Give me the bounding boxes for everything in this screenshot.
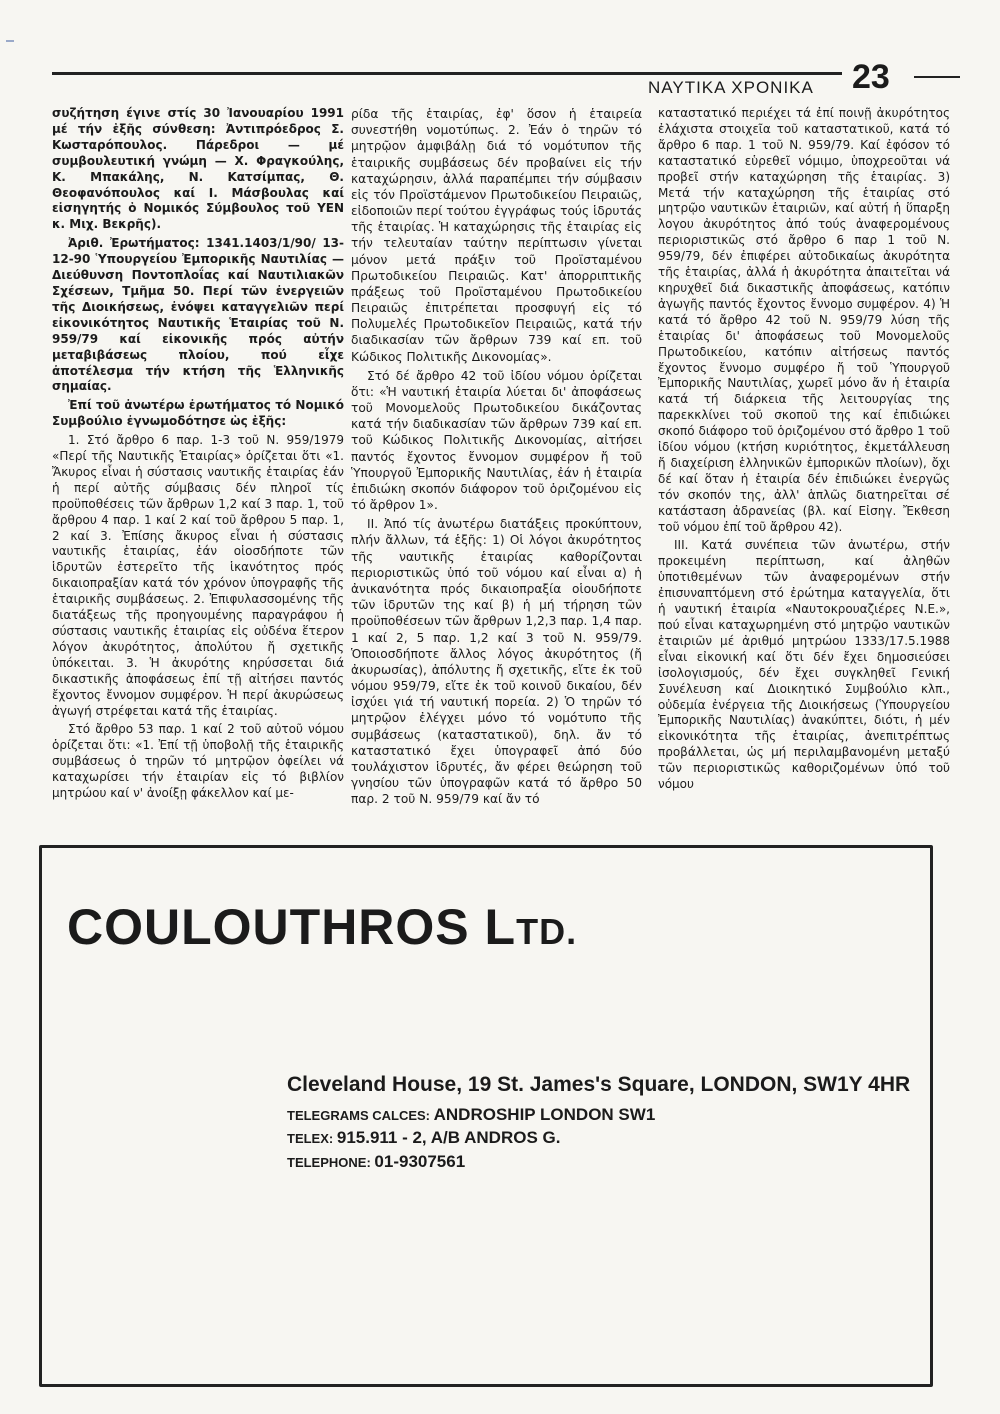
header-rule-left bbox=[52, 72, 842, 75]
scan-artifact bbox=[6, 40, 14, 42]
company-name bbox=[67, 898, 577, 956]
advertisement-box bbox=[39, 845, 933, 1387]
telex-label: TELEX: bbox=[287, 1131, 334, 1146]
paragraph: Στό δέ ἄρθρο 42 τοῦ ἰδίου νόμου ὁρίζεται ὅτι: «Ἡ ναυτική ἑταιρία λύεται δι' ἀποφάσεως τοῦ Μονομελοῦς Πρωτοδικείου δικάζοντας κατά τήν διαδικασίαν τῶν ἄρθρων 739 καί επ. τοῦ Κώδικος Πολιτικῆς Δικονομίας, αἰτήσει παντός ἔχοντος ἔννομον συμφέρον ἤ τοῦ Ὑπουργοῦ Ἐμπορικῆς Ναυτιλίας, ἐάν ἡ ἑταιρία ἐπιδιώκη σκοπόν διάφορον τοῦ ὁριζομένου εἰς τό ἄρθρον 1». bbox=[351, 368, 642, 513]
company-name-main: COULOUTHROS L bbox=[67, 899, 517, 955]
running-title: ΝΑΥΤΙΚΑ ΧΡΟΝΙΚΑ bbox=[648, 78, 814, 97]
telex-line bbox=[287, 1128, 560, 1148]
paragraph: 1. Στό ἄρθρο 6 παρ. 1-3 τοῦ Ν. 959/1979 «Περί τῆς Ναυτικῆς Ἑταιρίας» ὁρίζεται ὅτι «1. Ἄκυρος εἶναι ἡ σύστασις ναυτικῆς ἑταιρίας ἐάν ἡ περί αὐτῆς σύμβασις δέν πληροῖ τίς προϋποθέσεις τῶν ἄρθρων 1,2 καί 3 παρ. 1, τοῦ ἄρθρου 4 παρ. 1 καί 2 καί τοῦ ἄρθρου 5 παρ. 1, 2 καί 3. Ἐπίσης ἄκυρος εἶναι ἡ σύστασις ναυτικῆς ἑταιρίας, ἐάν οἱοσδήποτε τῶν ἱδρυτῶν ἐστερεῖτο τῆς ἱκανότητος πρός δικαιοπραξίαν κατά τόν χρόνον ὑπογραφῆς τῆς ἑταιρικῆς συμβάσεως. 2. Ἐπιφυλασσομένης τῆς διατάξεως τῆς προηγουμένης παραγράφου ἡ σύστασις ναυτικῆς ἑταιρίας εἰς οὐδένα ἕτερον λόγον ἀκυρότητος, ἀπολύτου ἤ σχετικῆς ὑπόκειται. 3. Ἡ ἀκυρότης κηρύσσεται διά δικαστικῆς ἀποφάσεως ἐπί τῇ αἰτήσει παντός ἔχοντος ἔννομον συμφέρον. Ἡ περί ἀκυρώσεως ἀγωγή στρέφεται κατά τῆς ἑταιρίας. bbox=[52, 433, 344, 718]
column-2 bbox=[351, 106, 642, 810]
telegrams-value: ANDROSHIP LONDON SW1 bbox=[433, 1105, 656, 1124]
company-name-suffix: TD. bbox=[516, 911, 578, 952]
telegrams-label: TELEGRAMS CALCES: bbox=[287, 1108, 430, 1123]
paragraph: καταστατικό περιέχει τά ἐπί ποινῇ ἀκυρότητος ἐλάχιστα στοιχεῖα τοῦ καταστατικοῦ, κατά τό ἄρθρο 6 παρ. 1 τοῦ Ν. 959/79. Καί ἐφόσον τό καταστατικό εὑρεθεῖ νόμιμο, ὑποχρεοῦται νά προβεῖ στήν καταχώρηση τῆς ἑταιρίας. 3) Μετά τήν καταχώρηση τῆς ἑταιρίας στό μητρῷο ναυτικῶν ἑταιριῶν, καί αὐτή ἡ ὕπαρξη λογου ἀκυρότητος ἀπό τούς ἀναφερομένους περιοριστικῶς στό ἄρθρο 6 παρ 1 τοῦ Ν. 959/79, δέν ἐπιφέρει αὐτοδικαίως ἀκυρότητα τῆς ἑταιρίας, ἀλλά ἡ ἀκυρότητα ἀπαιτεῖται νά κηρυχθεῖ διά δικαστικῆς ἀποφάσεως, κατόπιν ἀγωγῆς παντός ἔχοντος ἔννομο συμφέρον. 4) Ἡ κατά τό ἄρθρο 42 τοῦ Ν. 959/79 λύση τῆς ἑταιρίας δι' ἀποφάσεως τοῦ Μονομελοῦς Πρωτοδικείου, κατόπιν αἰτήσεως παντός ἔχοντος ἔννομο συμφέρο ἤ τοῦ Ὑπουργοῦ Ἐμπορικῆς Ναυτιλίας, χωρεῖ μόνο ἄν ἡ ἑταιρία κατά τή διάρκεια τῆς λειτουργίας της παρεκκλίνει τοῦ σκοποῦ της καί ἐπιδιώκει σκοπό διάφορο τοῦ ὁριζομένου στό ἄρθρο 1 τοῦ ἰδίου νόμου (κτήση κυριότητος, ἐκμετάλλευση ἤ διαχείριση ἑλληνικῶν ἐμπορικῶν πλοίων), ὄχι δέ καί ὅταν ἡ ἑταιρία δέν ἐπιδιώκει ἐνεργῶς τόν σκοπόν της, ἀλλ' ἁπλῶς διατηρεῖται σέ κατάσταση ἀδρανείας (βλ. καί Εἰσηγ. Ἔκθεση τοῦ νόμου ἐπί τοῦ ἄρθρου 42). bbox=[658, 106, 950, 534]
paragraph: ρίδα τῆς ἑταιρίας, ἐφ' ὅσον ἡ ἑταιρεία συνεστήθη νομοτύπως. 2. Ἐάν ὁ τηρῶν τό μητρῷον ἀμφιβάλῃ διά τό νομότυπον τῆς ἑταιρικῆς συμβάσεως δέν προβαίνει εἰς τήν καταχώρησιν, ἀλλά παραπέμπει τήν σύμβασιν εἰς τόν Προϊστάμενον Πρωτοδικείου Πειραιῶς, εἰδοποιῶν περί τούτου ἐγγράφως τούς ἱδρυτάς τῆς ἑταιρίας. Ἡ καταχώρησις τῆς ἑταιρίας εἰς τήν τελευταίαν ταύτην περίπτωσιν γίνεται μόνον μετά πράξιν τοῦ Προϊσταμένου Πρωτοδικείου Πειραιῶς. Κατ' ἀπορριπτικῆς πράξεως τοῦ Προϊσταμένου Πρωτοδικείου Πειραιῶς ἐπιτρέπεται προσφυγή εἰς τό Πολυμελές Πρωτοδικεῖον Πειραιῶς, κατά τήν διαδικασίαν τῶν ἄρθρων 739 καί επ. τοῦ Κώδικος Πολιτικῆς Δικονομίας». bbox=[351, 107, 642, 364]
article-body bbox=[52, 106, 952, 814]
paragraph: Ἐπί τοῦ ἀνωτέρω ἐρωτήματος τό Νομικό Συμβούλιο ἐγνωμοδότησε ὡς ἑξῆς: bbox=[52, 398, 344, 429]
telegrams-line bbox=[287, 1105, 655, 1125]
company-address: Cleveland House, 19 St. James's Square, LONDON, SW1Y 4HR bbox=[287, 1073, 911, 1096]
paragraph: Ἀριθ. Ἐρωτήματος: 1341.1403/1/90/ 13-12-90 Ὑπουργείου Ἐμπορικῆς Ναυτιλίας — Διεύθυνση Ποντοπλοΐας καί Ναυτιλιακῶν Σχέσεων, Τμῆμα 50. Περί τῶν ἐνεργειῶν τῆς Διοικήσεως, ἐνόψει καταγγελιῶν περί εἰκονικότητος Ναυτικῆς Ἑταιρίας τοῦ Ν. 959/79 καί εἰκονικῆς πρός αὐτήν μεταβιβάσεως πλοίου, πού εἶχε ἀποτέλεσμα τήν κτήση τῆς Ἑλληνικῆς σημαίας. bbox=[52, 236, 344, 394]
telephone-line bbox=[287, 1152, 465, 1172]
column-1 bbox=[52, 106, 344, 805]
header-rule-right bbox=[914, 76, 960, 78]
paragraph: ΙΙ. Ἀπό τίς ἀνωτέρω διατάξεις προκύπτουν, πλήν ἄλλων, τά ἑξῆς: 1) Οἱ λόγοι ἀκυρότητος τῆς ναυτικῆς ἑταιρίας καθορίζονται περιοριστικῶς ὑπό τοῦ νόμου καί εἶναι α) ἡ ἀνικανότητα πρός δικαιοπραξία οἱουδήποτε τῶν ἱδρυτῶν της καί β) ἡ μή τήρηση τῶν προϋποθέσεων τῶν ἄρθρων 1,2,3 παρ. 1,4 παρ. 1 καί 2, 5 παρ. 1,2 καί 3 τοῦ Ν. 959/79. Ὁποιοσδήποτε ἄλλος λόγος ἀκυρότητος (ἤ ἀκυρωσίας), ἀπόλυτης ἤ σχετικῆς, εἴτε ἐκ τοῦ νόμου 959/79, εἴτε ἐκ τοῦ κοινοῦ δικαίου, δέν ἰσχύει γιά τή ναυτική πορεία. 2) Ὁ τηρῶν τό μητρῷον ἐλέγχει μόνο τό νομότυπο τῆς συμβάσεως (καταστατικοῦ), δηλ. ἄν τό καταστατικό ἔχει ὑπογραφεῖ ἀπό δύο τουλάχιστον ἱδρυτές, ἄν φέρει θεώρηση τοῦ γνησίου τῶν ὑπογραφῶν κατά τό ἄρθρο 50 παρ. 2 τοῦ Ν. 959/79 καί ἄν τό bbox=[351, 517, 642, 807]
telex-value: 915.911 - 2, A/B ANDROS G. bbox=[336, 1128, 561, 1147]
paragraph: συζήτηση έγινε στίς 30 Ἰανουαρίου 1991 μέ τήν ἑξῆς σύνθεση: Ἀντιπρόεδρος Σ. Κωσταρόπουλος. Πάρεδροι — μέ συμβουλευτική γνώμη — Χ. Φραγκούλης, Κ. Μπακάλης, Ν. Κατσίμπας, Θ. Θεοφανόπουλος καί Ι. Μάσβουλας καί εἰσηγητής ὁ Νομικός Σύμβουλος τοῦ ΥΕΝ κ. Μιχ. Βεκρῆς). bbox=[52, 106, 344, 232]
column-3 bbox=[658, 106, 950, 796]
paragraph: ΙΙΙ. Κατά συνέπεια τῶν ἀνωτέρω, στήν προκειμένη περίπτωση, καί ἀληθῶν ὑποτιθεμένων τῶν ἀναφερομένων στήν ἐπισυναπτόμενη στό ἐρώτημα καταγγελία, ὅτι ἡ ναυτική ἑταιρία «Ναυτοκρουαζιέρες Ν.Ε.», πού εἶναι καταχωρημένη στό μητρῷο ναυτικῶν ἑταιριῶν μέ ἀριθμό μητρώου 1333/17.5.1988 εἶναι εἰκονική καί ὅτι δέν ἔχει δημοσιεύσει ἰσολογισμούς, δέν ἔχει συγκληθεῖ Γενική Συνέλευση καί Διοικητικό Συμβούλιο κλπ., οὐδεμία ἐνέργεια τῆς Διοικήσεως (Ὑπουργείου Ἐμπορικῆς Ναυτιλίας) ἀνακύπτει, διότι, ἡ μέν εἰκονικότητα τῆς ἑταιρίας, ἀνεπιτρέπτως προβάλλεται, ὡς μή περιλαμβανομένη μεταξύ τῶν περιοριστικῶς καθοριζομένων ὑπό τοῦ νόμου bbox=[658, 538, 950, 792]
telephone-label: TELEPHONE: bbox=[287, 1155, 371, 1170]
page-header bbox=[52, 58, 960, 108]
telephone-value: 01-9307561 bbox=[374, 1152, 466, 1171]
page-number: 23 bbox=[852, 58, 890, 96]
paragraph: Στό ἄρθρο 53 παρ. 1 καί 2 τοῦ αὐτοῦ νόμου ὁρίζεται ὅτι: «1. Ἐπί τῇ ὑποβολῇ τῆς ἑταιρικῆς συμβάσεως ὁ τηρῶν τό μητρῷον ὀφείλει νά καταχωρίσει τήν ἑταιρίαν εἰς τό βιβλίον μητρώου καί ν' ἀνοίξῃ φάκελλον καί με- bbox=[52, 722, 344, 801]
